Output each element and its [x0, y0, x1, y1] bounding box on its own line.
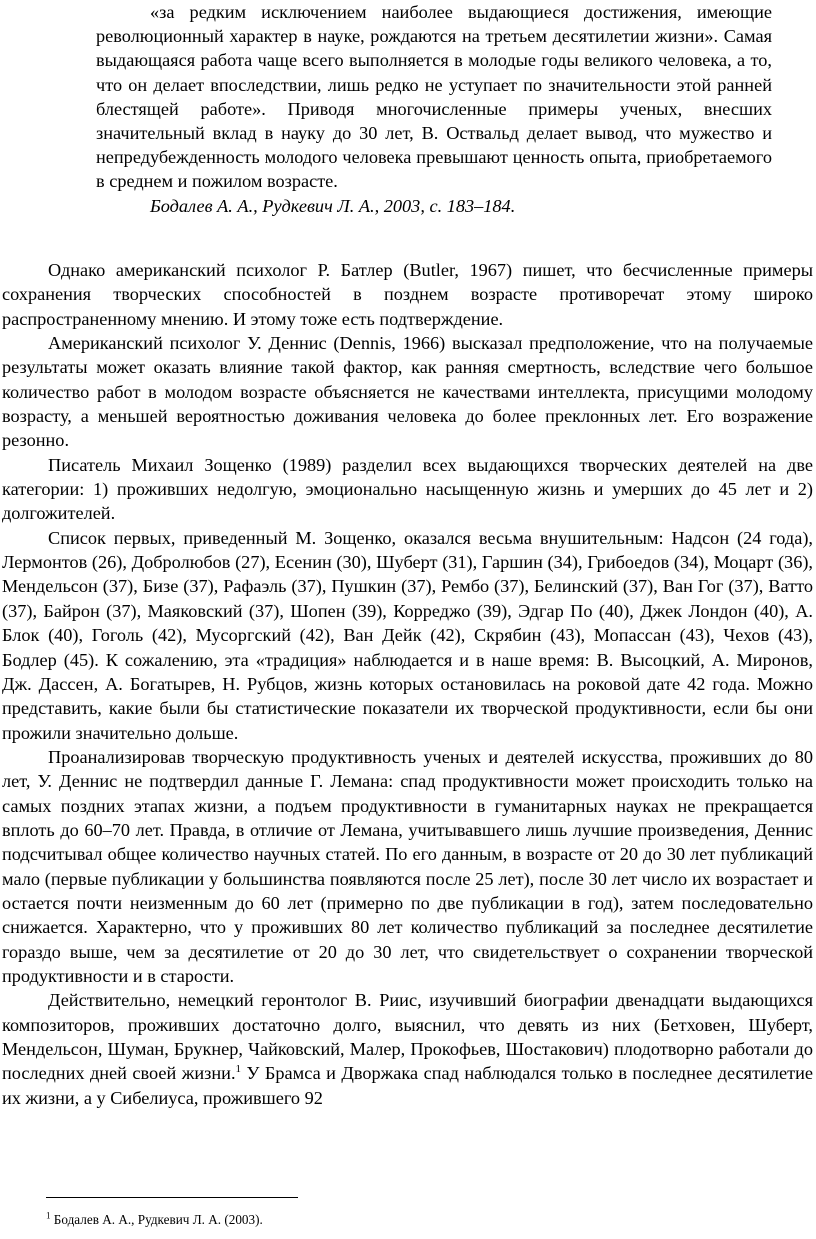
paragraph-butler: Однако американский психолог Р. Батлер (Butler, 1967) пишет, что бесчисленные примеры сохранения творческих способностей в позднем возрасте противоречат этому широко распространенному мнению. И этому тоже есть подтверждение.: [2, 260, 813, 329]
main-text: [2, 258, 813, 1110]
quote-text: «за редким исключением наиболее выдающиеся достижения, имеющие революционный характер в науке, рождаются на третьем десятилетии жизни». Самая выдающаяся работа чаще всего выполняется в молодые годы великого человека, а то, что он делает впоследствии, лишь редко не уступает по значительности этой ранней блестящей работе». Приводя многочисленные примеры ученых, внесших значительный вклад в науку до 30 лет, В. Оствальд делает вывод, что мужество и непредубежденность молодого человека превышают ценность опыта, приобретаемого в среднем и пожилом возрасте.: [96, 2, 772, 192]
block-quote: [96, 0, 772, 218]
paragraph-riis-continuation: У Брамса и Дворжака спад наблюдался только в последнее десятилетие их жизни, а у Сибелиуса, прожившего 92: [2, 1063, 813, 1108]
paragraph-dennis: Американский психолог У. Деннис (Dennis, 1966) высказал предположение, что на получаемые результаты может оказать влияние такой фактор, как ранняя смертность, вследствие чего большое количество работ в молодом возрасте объясняется не качествами интеллекта, присущими молодому возрасту, а меньшей вероятностью доживания человека до более преклонных лет. Его возражение резонно.: [2, 333, 813, 451]
quote-citation: Бодалев А. А., Рудкевич Л. А., 2003, с. 183–184.: [150, 195, 516, 216]
paragraph-productivity: Проанализировав творческую продуктивность ученых и деятелей искусства, проживших до 80 лет, У. Деннис не подтвердил данные Г. Лемана: спад продуктивности может происходить только на самых поздних этапах жизни, а подъем продуктивности в гуманитарных науках не прекращается вплоть до 60–70 лет. Правда, в отличие от Лемана, учитывавшего лишь лучшие произведения, Деннис подсчитывал общее количество научных статей. По его данным, в возрасте от 20 до 30 лет публикаций мало (первые публикации у большинства появляются после 25 лет), после 30 лет число их возрастает и остается почти неизменным до 60 лет (примерно по две публикации в год), затем последовательно снижается. Характерно, что у проживших 80 лет количество публикаций за последнее десятилетие гораздо выше, чем за десятилетие от 20 до 30 лет, что свидетельствует о сохранении творческой продуктивности и в старости.: [2, 746, 813, 986]
footnote-reference: 1: [235, 1063, 242, 1076]
footnote-text: Бодалев А. А., Рудкевич Л. А. (2003).: [50, 1212, 263, 1227]
footnote-marker: 1: [46, 1210, 51, 1221]
footnote-divider: [46, 1197, 298, 1198]
paragraph-riis: [2, 988, 813, 1110]
paragraph-list: Список первых, приведенный М. Зощенко, оказался весьма внушительным: Надсон (24 года), Лермонтов (26), Добролюбов (27), Есенин (30), Шуберт (31), Гаршин (34), Грибоедов (34), Моцарт (36), Мендельсон (37), Бизе (37), Рафаэль (37), Пушкин (37), Рембо (37), Белинский (37), Ван Гог (37), Ватто (37), Байрон (37), Маяковский (37), Шопен (39), Корреджо (39), Эдгар По (40), Джек Лондон (40), А. Блок (40), Гоголь (42), Мусоргский (42), Ван Дейк (42), Скрябин (43), Мопассан (43), Чехов (43), Бодлер (45). К сожалению, эта «традиция» наблюдается и в наше время: В. Высоцкий, А. Миронов, Дж. Дассен, А. Богатырев, Н. Рубцов, жизнь которых остановилась на роковой дате 42 года. Можно представить, какие были бы статистические показатели их творческой продуктивности, если бы они прожили значительно дольше.: [2, 527, 813, 743]
paragraph-riis-text: Действительно, немецкий геронтолог В. Риис, изучивший биографии двенадцати выдающихся композиторов, проживших достаточно долго, выяснил, что девять из них (Бетховен, Шуберт, Мендельсон, Шуман, Брукнер, Чайковский, Малер, Прокофьев, Шостакович) плодотворно работали до последних дней своей жизни.: [2, 990, 813, 1084]
paragraph-zoshchenko: Писатель Михаил Зощенко (1989) разделил всех выдающихся творческих деятелей на две категории: 1) проживших недолгую, эмоционально насыщенную жизнь и умерших до 45 лет и 2) долгожителей.: [2, 454, 813, 524]
footnote: [46, 1212, 263, 1228]
